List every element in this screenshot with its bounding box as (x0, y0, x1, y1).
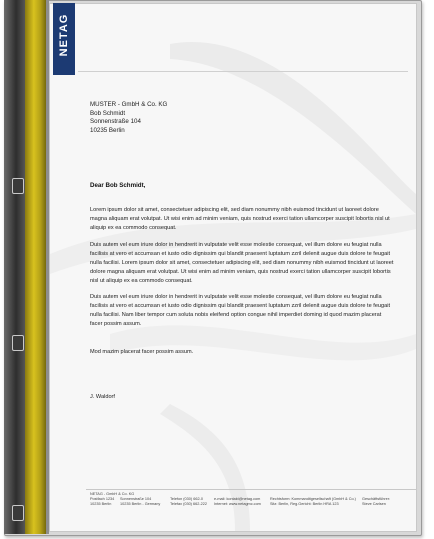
footer-text: Steve Carlsen (362, 502, 386, 506)
footer-text: Telefax (030) 662-222 (170, 502, 207, 506)
footer-text: NETAG - GmbH & Co. KG (90, 492, 135, 496)
salutation: Dear Bob Schmidt, (90, 182, 146, 189)
punch-hole (12, 505, 24, 521)
letter-paragraph: Duis autem vel eum iriure dolor in hendrerit in vulputate velit esse molestie consequat, vel illum dolore eu feugiat nulla facilisis at vero et accumsan et iusto odio dignissim qui blandit praesent luptatum zzril delenit augue duis dolore te feugait nulla facilisi. Lorem ipsum dolor sit amet, consectetuer adipiscing elit, sed diam nonummy nibh euismod tincidunt ut laoreet dolore magna aliquam erat volutpat. Ut wisi enim ad minim veniam, quis nostrud exerci tation ullamcorper suscipit lobortis nisl ut aliquip ex ea commodo consequat. (90, 242, 394, 284)
footer-text: 10235 Berlin - Germany (120, 502, 161, 506)
punch-hole (12, 335, 24, 351)
footer-rule (86, 489, 416, 490)
punch-hole (12, 178, 24, 194)
letter-paragraph: Duis autem vel eum iriure dolor in hendrerit in vulputate velit esse molestie consequat, vel illum dolore eu feugiat nulla facilisis at vero et accumsan et iusto odio dignissim qui blandit praesent luptatum zzril delenit augue duis dolore te feugait nulla facilisi. Nam liber tempor cum soluta nobis eleifend option congue nihil imperdiet doming id quod mazim placerat facer possim assum. (90, 294, 391, 327)
recipient-company: MUSTER - GmbH & Co. KG (90, 101, 168, 108)
footer-text: Geschäftsführer: (362, 497, 391, 501)
footer-text: Sonnenstraße 104 (120, 497, 152, 501)
footer-text: Rechtsform: Kommanditgesellschaft (GmbH & Co.) (270, 497, 356, 501)
recipient-street: Sonnenstraße 104 (90, 118, 141, 126)
footer-text: e-mail: kontakt@netag.com (214, 497, 261, 501)
signature: J. Waldorf (90, 394, 115, 400)
footer-col-web (214, 497, 261, 507)
header-rule (78, 71, 408, 72)
letter-paragraph: Lorem ipsum dolor sit amet, consectetuer adipiscing elit, sed diam nonummy nibh euismod tincidunt ut laoreet dolore magna aliquam erat volutpat. Ut wisi enim ad minim veniam, quis nostrud exerci tation ullamcorper suscipit lobortis nisl ut aliquip ex ea commodo consequat. (90, 207, 390, 231)
footer-col-address (120, 497, 160, 507)
yellow-rail (25, 0, 47, 534)
recipient-name: Bob Schmidt (90, 109, 126, 117)
recipient-address (90, 101, 167, 135)
logo-text: NETAG (58, 13, 70, 57)
footer-text: Internet: www.netagmc.com (214, 502, 261, 506)
footer-text: Telefon (030) 662-0 (170, 497, 203, 501)
footer-col-phone (170, 497, 207, 507)
footer-text: Postfach 1234 (90, 497, 115, 501)
folder-clip-bar (4, 0, 26, 534)
footer-col-legal (270, 497, 356, 507)
rail-edge (46, 0, 49, 534)
closing-line: Mod mazim placerat facer possim assum. (90, 349, 194, 355)
recipient-city: 10235 Berlin (90, 126, 125, 134)
netag-logo (53, 3, 75, 75)
footer-text: Sitz: Berlin, Reg.Gericht: Berlin HRA 123 (270, 502, 339, 506)
footer-col-management (362, 497, 390, 507)
footer-text: 10235 Berlin (90, 502, 112, 506)
